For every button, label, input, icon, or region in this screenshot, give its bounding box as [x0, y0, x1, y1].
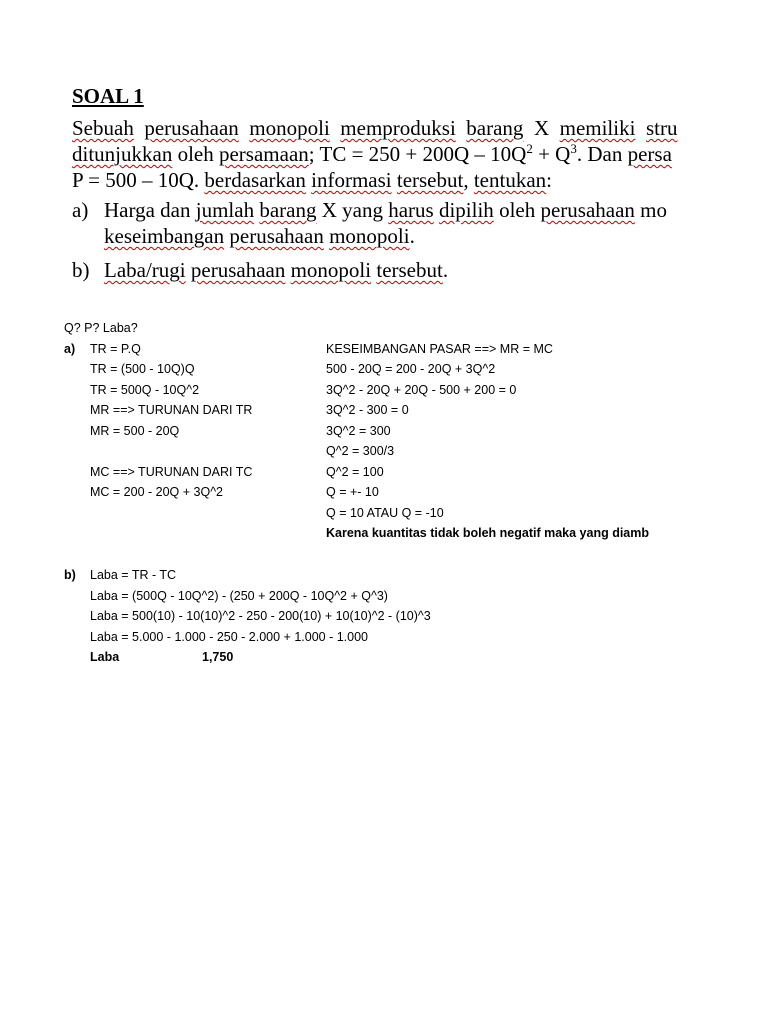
left-line-3: TR = 500Q - 10Q^2: [90, 383, 200, 397]
b-line-3: Laba = 500(10) - 10(10)^2 - 250 - 200(10) + 10(10)^2 - (10)^3: [90, 609, 431, 623]
right-line-3: 3Q^2 - 20Q + 20Q - 500 + 200 = 0: [326, 383, 517, 397]
b-line-1: Laba = TR - TC: [90, 568, 177, 582]
left-line-6: MC ==> TURUNAN DARI TC: [90, 465, 253, 479]
item-b-line: Laba/rugi perusahaan monopoli tersebut.: [104, 258, 449, 282]
conclusion-line: Karena kuantitas tidak boleh negatif maka yang diamb: [326, 526, 650, 540]
part-b-label: b): [64, 568, 76, 582]
right-line-5: 3Q^2 = 300: [326, 424, 391, 438]
result-label: Laba: [90, 650, 120, 664]
left-line-7: MC = 200 - 20Q + 3Q^2: [90, 485, 224, 499]
b-line-2: Laba = (500Q - 10Q^2) - (250 + 200Q - 10Q^2 + Q^3): [90, 589, 388, 603]
problem-line-2: ditunjukkan oleh persamaan; TC = $250 + 200Q - 10Q^2 + Q^3$. Dan persa: [72, 141, 672, 166]
problem-line-1: Sebuah perusahaan monopoli memproduksi barang X memiliki stru: [72, 116, 678, 140]
right-line-1: KESEIMBANGAN PASAR ==> MR = MC: [326, 342, 553, 356]
left-line-5: MR = 500 - 20Q: [90, 424, 180, 438]
part-a-label: a): [64, 342, 76, 356]
item-a-letter: a): [72, 198, 89, 222]
work-heading: Q? P? Laba?: [64, 321, 138, 335]
right-line-8: Q = +- 10: [326, 485, 379, 499]
b-line-4: Laba = 5.000 - 1.000 - 250 - 2.000 + 1.000 - 1.000: [90, 630, 368, 644]
item-b-letter: b): [72, 258, 90, 282]
right-line-2: 500 - 20Q = 200 - 20Q + 3Q^2: [326, 362, 496, 376]
right-line-9: Q = 10 ATAU Q = -10: [326, 506, 444, 520]
right-line-7: Q^2 = 100: [326, 465, 384, 479]
right-line-6: Q^2 = 300/3: [326, 444, 395, 458]
left-line-2: TR = (500 - 10Q)Q: [90, 362, 195, 376]
item-a-line-2: keseimbangan perusahaan monopoli.: [104, 224, 415, 248]
result-value: 1,750: [202, 650, 234, 664]
problem-title: SOAL 1: [72, 84, 144, 108]
left-line-1: TR = P.Q: [90, 342, 141, 356]
item-a-line-1: Harga dan jumlah barang X yang harus dipilih oleh perusahaan mo: [104, 198, 668, 222]
problem-line-3: P = 500 – 10Q. berdasarkan informasi tersebut, tentukan:: [72, 168, 552, 192]
left-line-4: MR ==> TURUNAN DARI TR: [90, 403, 253, 417]
right-line-4: 3Q^2 - 300 = 0: [326, 403, 409, 417]
